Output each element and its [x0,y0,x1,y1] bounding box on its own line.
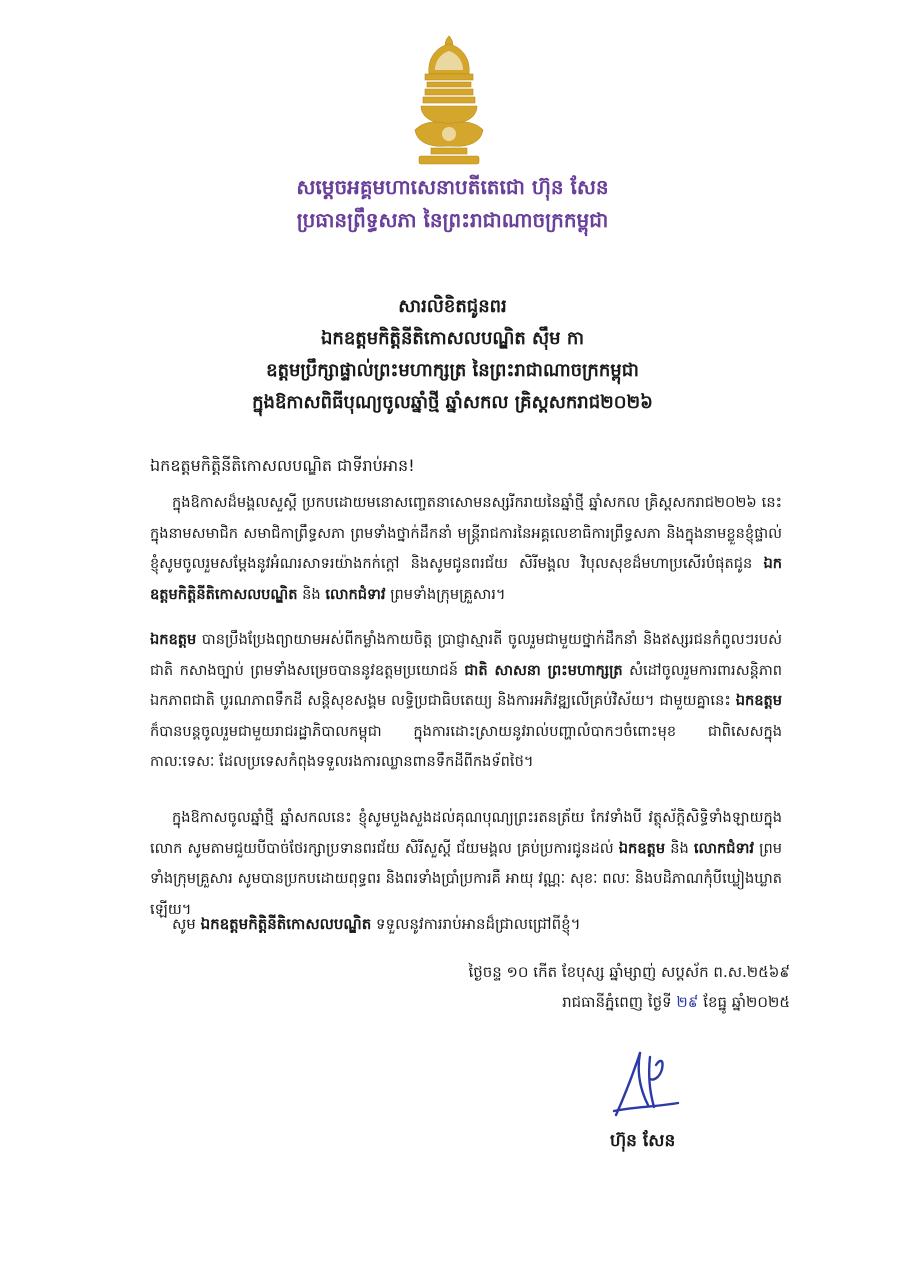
signature-icon [610,1045,680,1120]
p1-text-a: ក្នុងឱកាសដ៏មង្គលសួស្តី ប្រកបដោយមនោសញ្ចេតនាសោមនស្សរីករាយនៃឆ្នាំថ្មី ឆ្នាំសកល គ្រិស្តសករាជ២០២៦ នេះ ក្នុងនាមសមាជិក សមាជិកាព្រឹទ្ធសភា ព្រមទាំងថ្នាក់ដឹកនាំ មន្ត្រីរាជការនៃអគ្គលេខាធិការព្រឹទ្ធសភា និងក្នុងនាមខ្លួនខ្ញុំផ្ទាល់ ខ្ញុំសូមចូលរួមសម្តែងនូវអំណរសាទរយ៉ាងកក់ក្តៅ និងសូមជូនពរជ័យ សិរីមង្គល វិបុលសុខដ៏មហាប្រសើរបំផុតជូន [150,494,782,572]
paragraph-1 [150,488,782,610]
paragraph-2 [150,625,782,778]
p2-text-a: ឯកឧត្តម [150,631,197,648]
p3-text-c: និង [670,839,689,857]
closing-line [172,915,581,937]
p2-text-e: ឯកឧត្តម [735,692,783,709]
p2-text-f: ក៏បានបន្តចូលរួមជាមួយរាជរដ្ឋាភិបាលកម្ពុជា ក្នុងការដោះស្រាយនូវរាល់បញ្ហាលំបាកៗចំពោះមុខ ជាពិសេសក្នុងកាលៈទេសៈ ដែលប្រទេសកំពុងទទួលរងការឈ្លានពានទឹកដីពីកងទ័ពថៃ។ [150,722,782,770]
p2-text-c: ជាតិ សាសនា ព្រះមហាក្សត្រ [464,661,623,679]
p3-text-e: ព្រមទាំងក្រុមគ្រួសារ សូមបានប្រកបដោយពុទ្ធពរ និងពរទាំងប្រាំប្រការគឺ អាយុ វណ្ណៈ សុខៈ ពលៈ និងបដិភាណកុំបីឃ្លៀងឃ្លាតឡើយ។ [150,839,782,918]
signer-name: ហ៊ុន សែន [610,1131,676,1151]
closing-text-c: ទទួលនូវការរាប់អានដ៏ជ្រាលជ្រៅពីខ្ញុំ។ [376,915,581,933]
solar-date-prefix: រាជធានីភ្នំពេញ ថ្ងៃទី [562,993,672,1011]
p2-text-b: បានប្រឹងប្រែងព្យាយាមអស់ពីកម្លាំងកាយចិត្ត ប្រាជ្ញាស្មារតី ចូលរួមជាមួយថ្នាក់ដឹកនាំ និងឥស្សរជនកំពូលៗរបស់ជាតិ កសាងច្បាប់ ព្រមទាំងសម្រេចបាននូវឧត្តមប្រយោជន៍ [150,631,782,679]
p1-text-c: និង [302,585,321,603]
solar-date-day: ២៩ [676,993,699,1011]
closing-text-a: សូម [172,915,196,933]
paragraph-3 [150,803,782,925]
heading-line-3: ឧត្តមប្រឹក្សាផ្ទាល់ព្រះមហាក្សត្រ នៃព្រះរាជាណាចក្រកម្ពុជា [266,360,639,381]
letter-heading [0,291,905,419]
heading-line-1: សារលិខិតជូនពរ [398,296,507,317]
p1-text-d: លោកជំទាវ [325,585,386,603]
p1-text-b: ឯកឧត្តមកិត្តិនីតិកោសលបណ្ឌិត [150,555,782,603]
p3-text-a: ក្នុងឱកាសចូលឆ្នាំថ្មី ឆ្នាំសកលនេះ ខ្ញុំសូមបួងសួងដល់គុណបុណ្យព្រះរតនត្រ័យ កែវទាំងបី វត្ថុស័ក្តិសិទ្ធិទាំងឡាយក្នុងលោក សូមតាមជួយបីបាច់ថែរក្សាប្រទានពរជ័យ សិរីសួស្តី ជ័យមង្គល គ្រប់ប្រការជូនដល់ [150,809,782,857]
greeting: ឯកឧត្តមកិត្តិនីតិកោសលបណ្ឌិត ជាទីរាប់អាន! [150,456,415,475]
sender-title: ប្រធានព្រឹទ្ធសភា នៃព្រះរាជាណាចក្រកម្ពុជា [296,208,609,232]
p3-text-b: ឯកឧត្តម [618,839,666,857]
senate-emblem-icon [411,34,487,166]
heading-line-2: ឯកឧត្តមកិត្តិនីតិកោសលបណ្ឌិត ស៊ឹម កា [320,328,585,349]
p2-text-d: សំដៅចូលរួមការពារសន្តិភាព ឯកភាពជាតិ បូរណភាពទឹកដី សន្តិសុខសង្គម លទ្ធិប្រជាធិបតេយ្យ និងការអភិវឌ្ឍលើគ្រប់វិស័យ។ ជាមួយគ្នានេះ [150,661,783,709]
p3-text-d: លោកជំទាវ [693,839,755,857]
p1-text-e: ព្រមទាំងក្រុមគ្រួសារ។ [390,585,506,603]
lunar-date: ថ្ងៃចន្ទ ១០ កើត ខែបុស្ស ឆ្នាំម្សាញ់ សប្តស័ក ព.ស.២៥៦៩ [468,963,790,981]
solar-date-suffix: ខែធ្នូ ឆ្នាំ២០២៥ [703,993,790,1011]
solar-date [562,993,790,1015]
heading-line-4: ក្នុងឱកាសពិធីបុណ្យចូលឆ្នាំថ្មី ឆ្នាំសកល គ្រិស្តសករាជ២០២៦ [252,392,653,413]
sender-name: សម្តេចអគ្គមហាសេនាបតីតេជោ ហ៊ុន សែន [296,175,609,199]
closing-text-b: ឯកឧត្តមកិត្តិនីតិកោសលបណ្ឌិត [200,915,372,933]
